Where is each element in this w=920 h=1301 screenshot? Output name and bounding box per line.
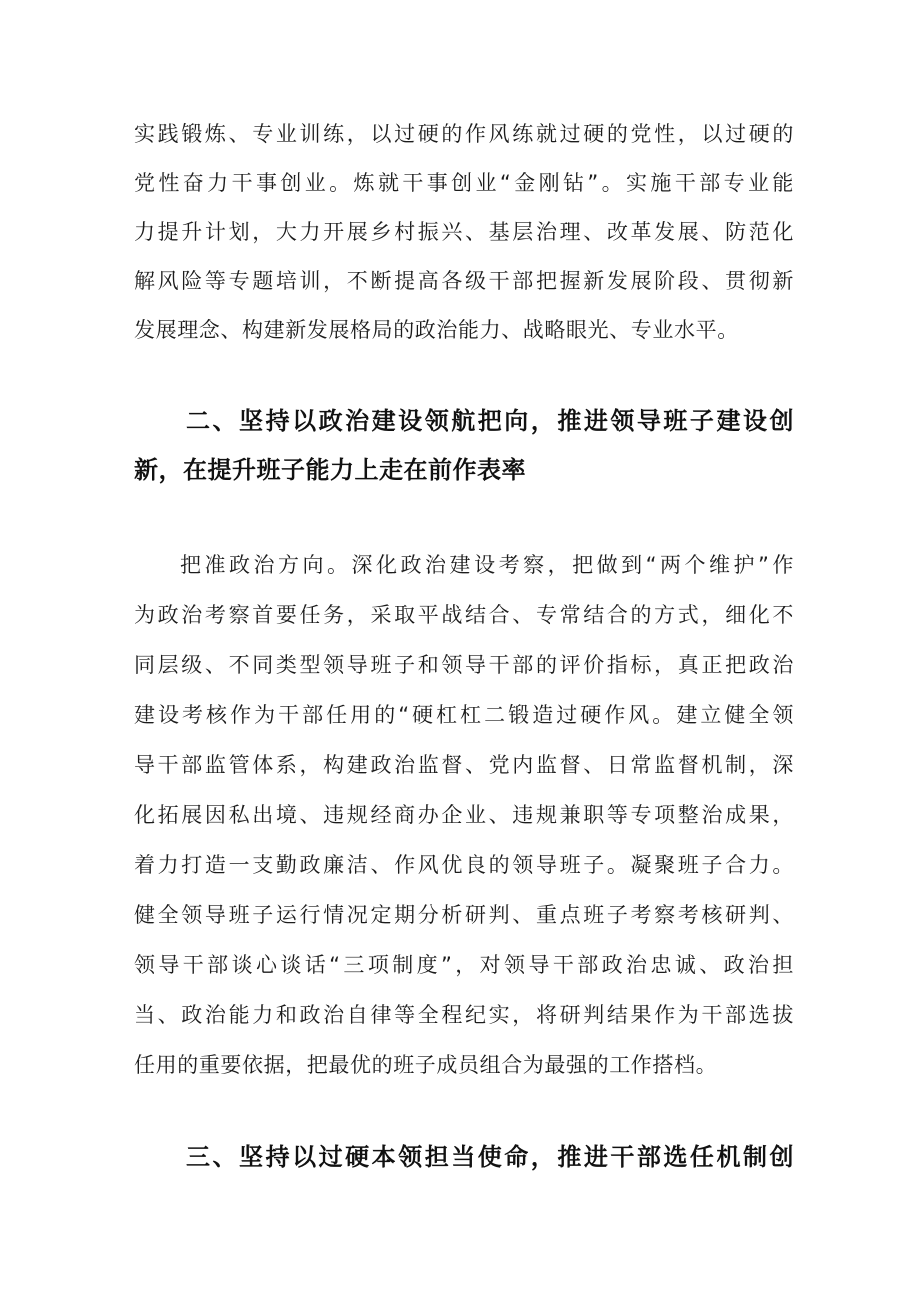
text-line: 同层级、不同类型领导班子和领导干部的评价指标，真正把政治: [134, 653, 794, 677]
text-line: 化拓展因私出境、违规经商办企业、违规兼职等专项整治成果，: [134, 803, 794, 827]
text-line: 力提升计划，大力开展乡村振兴、基层治理、改革发展、防范化: [134, 220, 794, 244]
text-line: 为政治考察首要任务，采取平战结合、专常结合的方式，细化不: [134, 603, 794, 627]
text-line: 领导干部谈心谈话“三项制度”，对领导干部政治忠诚、政治担: [134, 953, 794, 977]
text-line: 导干部监管体系，构建政治监督、党内监督、日常监督机制，深: [134, 753, 794, 777]
heading-line: 新，在提升班子能力上走在前作表率: [134, 456, 526, 484]
text-line: 着力打造一支勤政廉洁、作风优良的领导班子。凝聚班子合力。: [134, 853, 794, 877]
text-line: 党性奋力干事创业。炼就干事创业“金刚钻”。实施干部专业能: [134, 171, 794, 195]
text-line: 实践锻炼、专业训练，以过硬的作风练就过硬的党性，以过硬的: [134, 122, 794, 146]
text-line: 建设考核作为干部任用的“硬杠杠二锻造过硬作风。建立健全领: [134, 703, 794, 727]
text-line: 解风险等专题培训，不断提高各级干部把握新发展阶段、贯彻新: [134, 269, 794, 293]
text-line: 任用的重要依据，把最优的班子成员组合为最强的工作搭档。: [134, 1053, 718, 1077]
text-line: 当、政治能力和政治自律等全程纪实，将研判结果作为干部选拔: [134, 1003, 794, 1027]
heading-line: 二、坚持以政治建设领航把向，推进领导班子建设创: [186, 407, 794, 435]
text-line: 把准政治方向。深化政治建设考察，把做到“两个维护”作: [180, 553, 794, 577]
text-line: 健全领导班子运行情况定期分析研判、重点班子考察考核研判、: [134, 903, 794, 927]
heading-line: 三、坚持以过硬本领担当使命，推进干部选任机制创: [186, 1143, 794, 1171]
text-line: 发展理念、构建新发展格局的政治能力、战略眼光、专业水平。: [134, 318, 739, 342]
